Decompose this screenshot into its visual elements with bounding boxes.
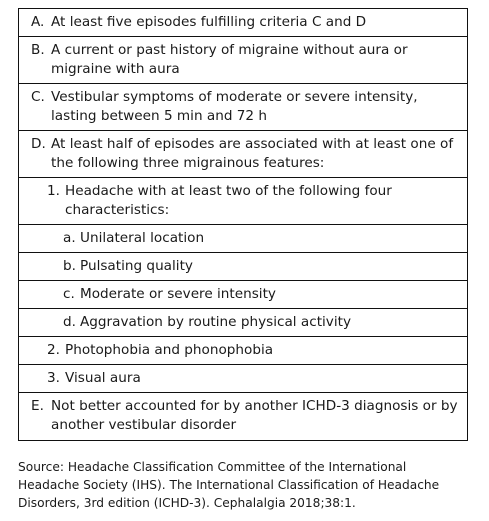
criterion-text: A current or past history of migraine without aura or migraine with aura [51,42,408,77]
criterion-text: At least half of episodes are associated with at least one of the following three migrainous features: [51,136,454,171]
criterion-text: Photophobia and phonophobia [65,342,274,358]
criterion-text: Visual aura [65,370,141,386]
criterion-b [19,37,467,84]
criterion-d1c [19,281,467,309]
criterion-text: At least five episodes fulfilling criteria C and D [51,14,367,30]
criterion-marker: B. [31,42,45,58]
criterion-d1b [19,253,467,281]
source-note: Source: Headache Classification Committee of the International Headache Society (IHS). The International Classification of Headache Disorders, 3rd edition (ICHD-3). Cephalalgia 2018;38:1. [18,460,440,510]
criterion-text: Headache with at least two of the following four characteristics: [65,183,392,218]
criterion-text: Not better accounted for by another ICHD-3 diagnosis or by another vestibular disorder [51,398,458,433]
criterion-e [19,393,467,440]
criterion-marker: 3. [47,370,60,386]
criterion-marker: 1. [47,183,60,199]
criterion-marker: a. [63,230,76,246]
criterion-marker: E. [31,398,44,414]
criterion-text: Unilateral location [80,230,205,246]
criterion-c [19,84,467,131]
criterion-d2 [19,337,467,365]
criterion-marker: d. [63,314,76,330]
criterion-marker: C. [31,89,45,105]
criterion-text: Vestibular symptoms of moderate or severe intensity, lasting between 5 min and 72 h [51,89,418,124]
criterion-text: Aggravation by routine physical activity [80,314,351,330]
criterion-a [19,9,467,37]
criterion-d1d [19,309,467,337]
criterion-d1 [19,178,467,225]
criterion-d3 [19,365,467,393]
criteria-table [18,8,468,441]
criterion-text: Moderate or severe intensity [80,286,276,302]
criterion-marker: 2. [47,342,60,358]
criterion-d1a [19,225,467,253]
criterion-d [19,131,467,178]
criterion-text: Pulsating quality [80,258,193,274]
criterion-marker: c. [63,286,75,302]
criterion-marker: b. [63,258,76,274]
criterion-marker: D. [31,136,46,152]
criterion-marker: A. [31,14,45,30]
